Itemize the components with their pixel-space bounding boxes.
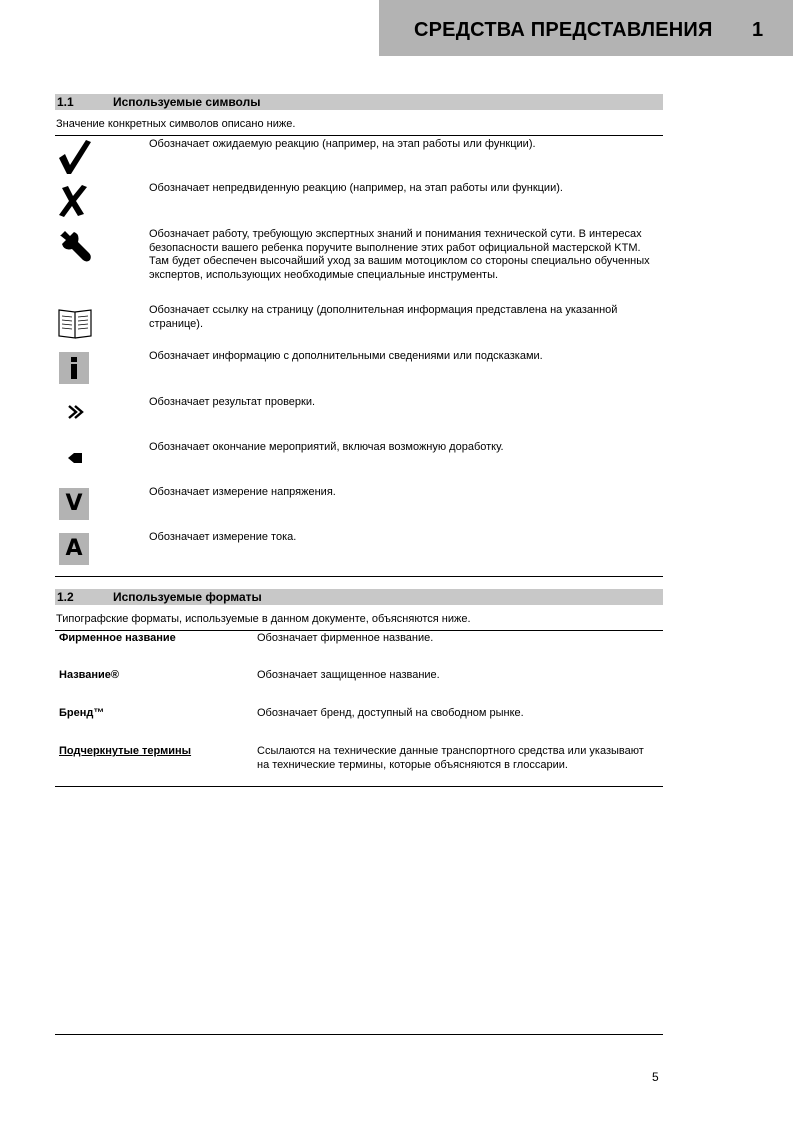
symbol-description: Обозначает результат проверки. xyxy=(149,396,316,408)
divider xyxy=(55,135,663,136)
symbol-description: Обозначает ссылку на страницу (дополнительная информация представлена на указанной странице). xyxy=(149,304,618,330)
format-term: Фирменное название xyxy=(59,632,176,644)
section-intro: Значение конкретных символов описано ниже. xyxy=(56,118,296,130)
section-number: 1.1 xyxy=(57,95,74,109)
symbol-description: Обозначает работу, требующую экспертных знаний и понимания технической сути. В интересах безопасности вашего ребенка поручите выполнение этих работ официальной мастерской KTM. Там будет обеспечен высочайший уход за вашим мотоциклом со стороны специально обученных экспертов, использующих необходимые специальные инструменты. xyxy=(149,228,650,281)
section-title: Используемые символы xyxy=(113,95,261,109)
info-icon xyxy=(56,350,96,390)
divider xyxy=(55,786,663,787)
symbol-description: Обозначает окончание мероприятий, включая возможную доработку. xyxy=(149,441,504,453)
symbol-description: Обозначает измерение напряжения. xyxy=(149,486,336,498)
section-heading xyxy=(55,589,663,605)
end-marker-icon xyxy=(56,441,96,481)
current-icon: A xyxy=(59,533,89,565)
page-number: 5 xyxy=(652,1070,659,1084)
symbol-description: Обозначает ожидаемую реакцию (например, на этап работы или функции). xyxy=(149,138,536,150)
footer-divider xyxy=(55,1034,663,1035)
voltage-icon: V xyxy=(59,488,89,520)
book-icon xyxy=(56,304,96,344)
section-title: Используемые форматы xyxy=(113,590,262,604)
chapter-title: СРЕДСТВА ПРЕДСТАВЛЕНИЯ xyxy=(414,19,713,41)
section-intro: Типографские форматы, используемые в данном документе, объясняются ниже. xyxy=(56,613,471,625)
format-description: Ссылаются на технические данные транспортного средства или указывают на технические термины, которые объясняются в глоссарии. xyxy=(257,745,644,771)
checkmark-icon xyxy=(56,138,96,178)
wrench-icon xyxy=(56,228,96,268)
format-description: Обозначает фирменное название. xyxy=(257,632,434,644)
section-number: 1.2 xyxy=(57,590,74,604)
format-description: Обозначает защищенное название. xyxy=(257,669,440,681)
chapter-number: 1 xyxy=(752,19,764,41)
format-term: Подчеркнутые термины xyxy=(59,745,192,757)
symbol-description: Обозначает непредвиденную реакцию (например, на этап работы или функции). xyxy=(149,182,563,194)
divider xyxy=(55,576,663,577)
double-chevron-icon xyxy=(56,396,96,436)
section-heading xyxy=(55,94,663,110)
symbol-description: Обозначает информацию с дополнительными сведениями или подсказками. xyxy=(149,350,543,362)
format-term: Бренд™ xyxy=(59,707,105,719)
format-term: Название® xyxy=(59,669,120,681)
divider xyxy=(55,630,663,631)
format-description: Обозначает бренд, доступный на свободном рынке. xyxy=(257,707,524,719)
cross-icon xyxy=(56,182,96,222)
symbol-description: Обозначает измерение тока. xyxy=(149,531,297,543)
